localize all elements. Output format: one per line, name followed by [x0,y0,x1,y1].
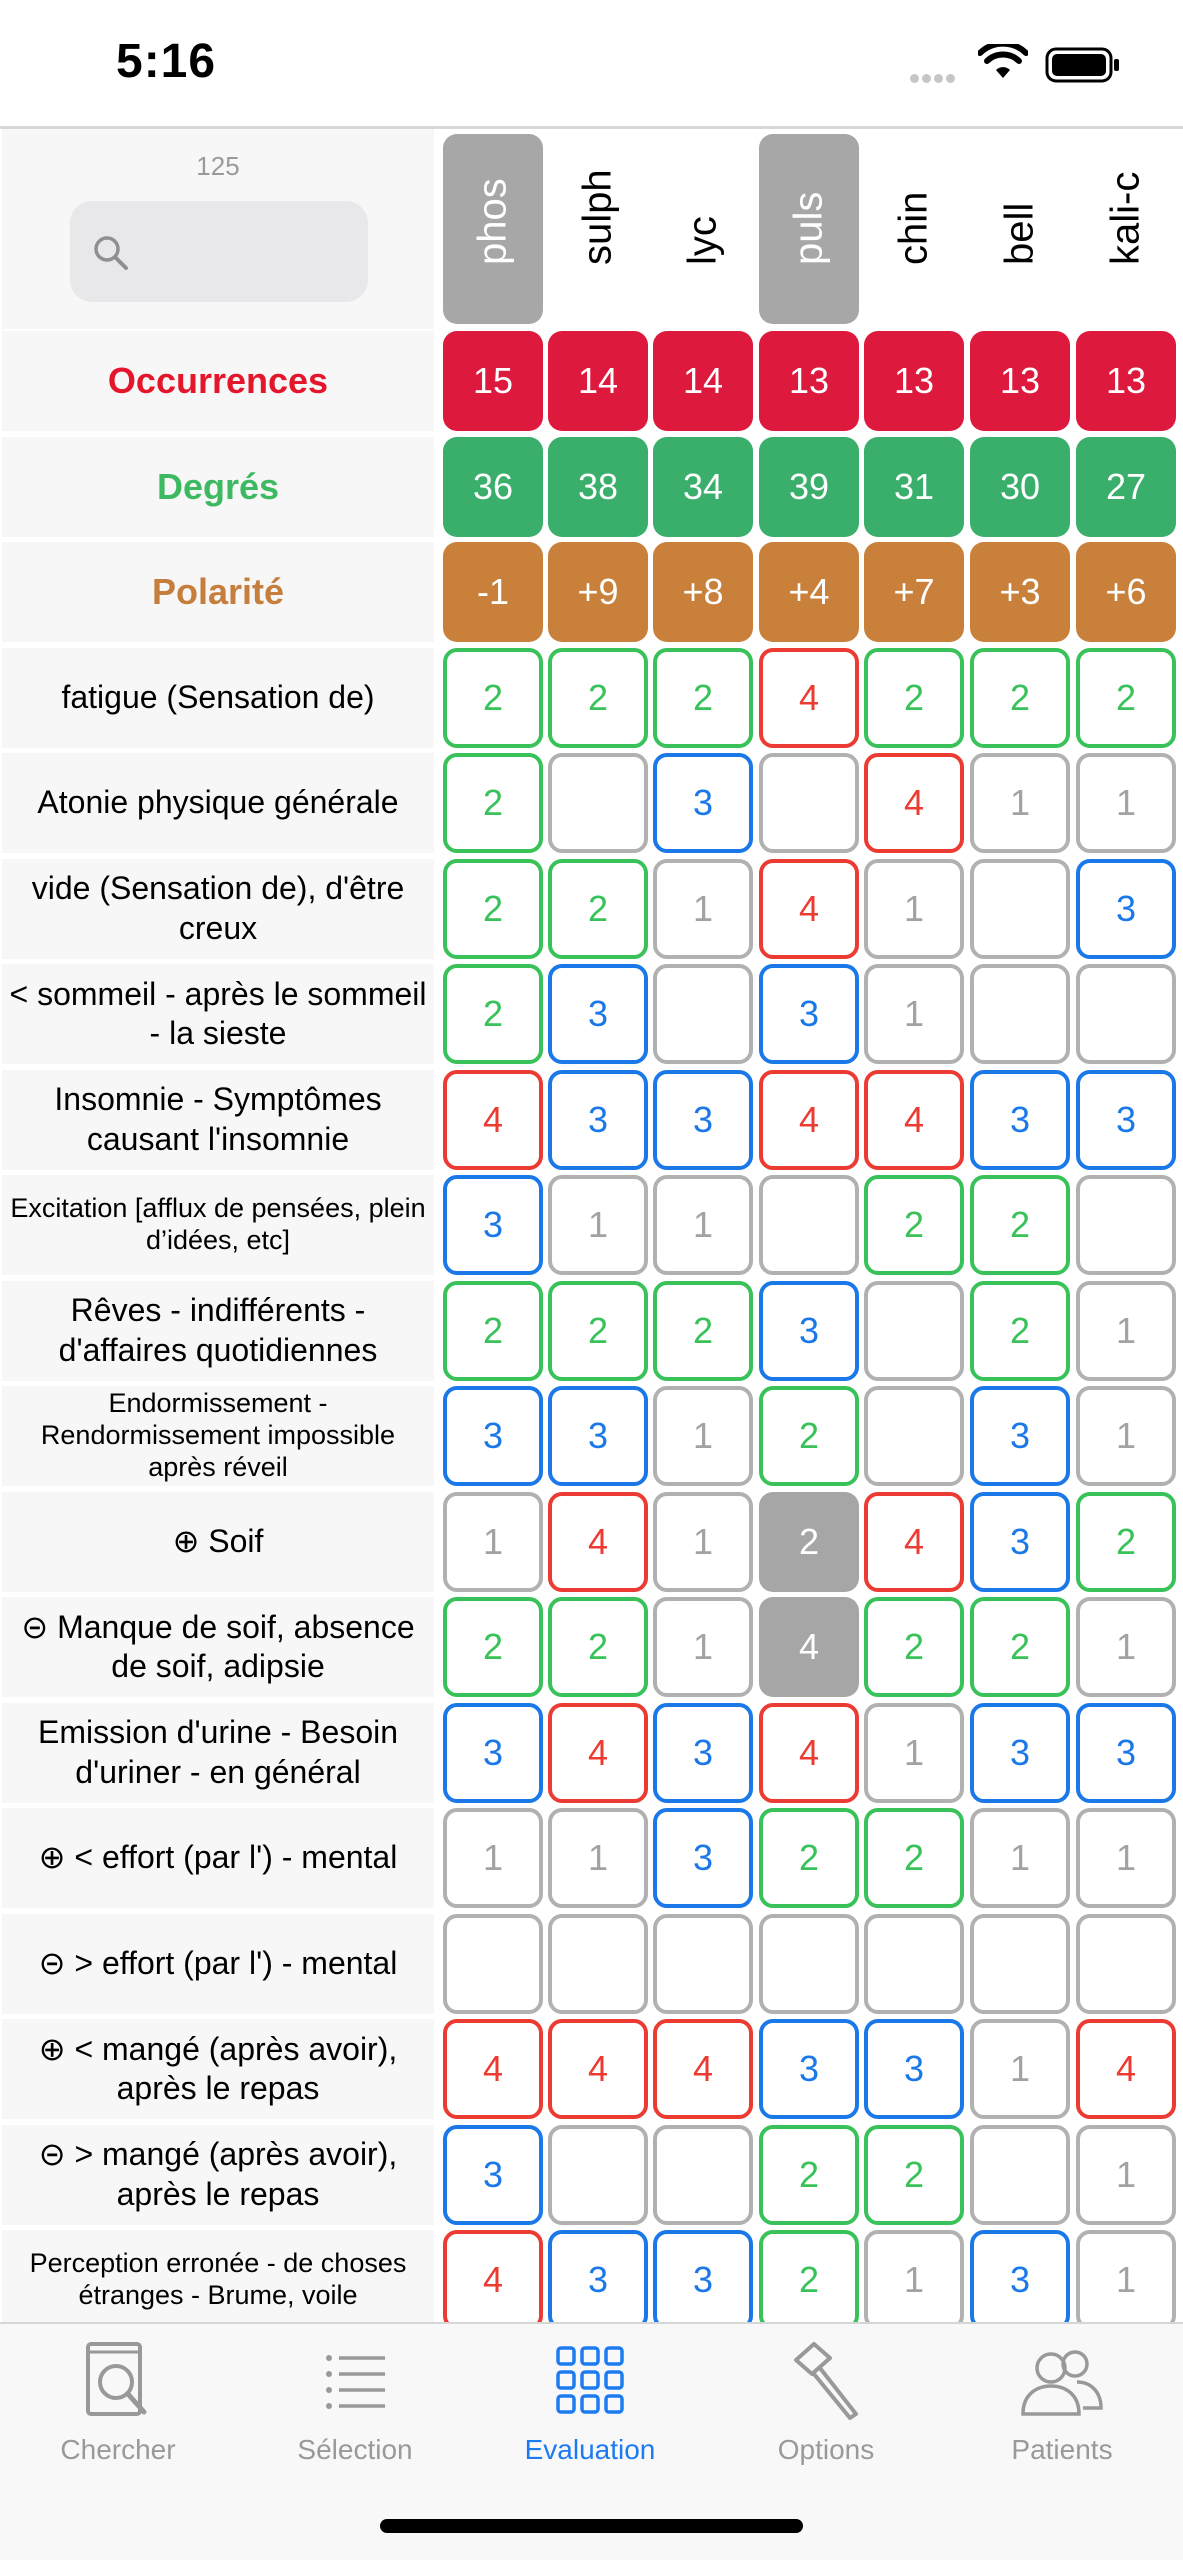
symptom-label[interactable]: Perception erronée - de choses étranges - Brume, voile [2,2230,434,2322]
score-cell[interactable]: 3 [653,753,753,853]
summary-cell-polarite[interactable]: +6 [1076,542,1176,642]
score-cell[interactable] [759,1175,859,1275]
score-cell[interactable]: 3 [443,1175,543,1275]
score-cell[interactable] [548,2125,648,2225]
score-cell[interactable]: 4 [759,1703,859,1803]
score-cell[interactable]: 3 [443,1703,543,1803]
summary-cell-occurrences[interactable]: 14 [548,331,648,431]
summary-cell-degres[interactable]: 39 [759,437,859,537]
score-cell[interactable]: 1 [653,1597,753,1697]
list-icon [315,2338,395,2424]
search-input[interactable] [70,201,368,302]
tab-label: Patients [1011,2434,1113,2465]
symptom-label[interactable]: ⊕ < effort (par l') - mental [2,1808,434,1908]
summary-cell-polarite[interactable]: +8 [653,542,753,642]
score-cell[interactable]: 2 [548,859,648,959]
score-cell[interactable]: 2 [864,1597,964,1697]
score-cell[interactable]: 4 [443,1070,543,1170]
score-cell[interactable]: 2 [864,648,964,748]
tab-label: Chercher [60,2434,176,2465]
summary-cell-occurrences[interactable]: 13 [970,331,1070,431]
score-cell[interactable]: 4 [759,1070,859,1170]
symptom-label[interactable]: Insomnie - Symptômes causant l'insomnie [2,1070,434,1170]
summary-cell-degres[interactable]: 36 [443,437,543,537]
summary-cell-degres[interactable]: 27 [1076,437,1176,537]
symptom-label[interactable]: Excitation [afflux de pensées, plein d’idées, etc] [2,1175,434,1275]
column-header-phos[interactable] [443,134,543,324]
score-cell[interactable]: 3 [443,2125,543,2225]
score-cell[interactable] [970,859,1070,959]
score-cell[interactable]: 3 [653,1703,753,1803]
evaluation-grid[interactable] [0,129,1183,2322]
score-cell[interactable]: 2 [970,1175,1070,1275]
score-cell[interactable]: 1 [653,1175,753,1275]
summary-cell-polarite[interactable]: +7 [864,542,964,642]
score-cell[interactable]: 2 [443,1597,543,1697]
symptom-label[interactable]: ⊝ > effort (par l') - mental [2,1914,434,2014]
score-cell[interactable]: 2 [653,648,753,748]
column-name: phos [470,178,515,265]
score-cell[interactable]: 2 [443,648,543,748]
score-cell[interactable]: 4 [759,859,859,959]
people-icon [1017,2338,1107,2424]
score-cell[interactable]: 3 [548,964,648,1064]
score-cell[interactable] [864,1914,964,2014]
summary-cell-polarite[interactable]: +9 [548,542,648,642]
score-cell[interactable]: 3 [548,2230,648,2322]
column-header-sulph[interactable] [548,134,648,324]
score-cell[interactable]: 1 [970,753,1070,853]
score-cell[interactable]: 3 [443,1386,543,1486]
symptom-label[interactable]: ⊕ < mangé (après avoir), après le repas [2,2019,434,2119]
tab-label: Options [777,2434,875,2465]
score-cell[interactable]: 1 [1076,1808,1176,1908]
score-cell[interactable] [1076,1914,1176,2014]
score-cell[interactable]: 4 [864,753,964,853]
score-cell[interactable]: 1 [1076,1281,1176,1381]
column-name: lyc [680,216,725,265]
score-cell[interactable]: 4 [864,1070,964,1170]
symptom-label[interactable]: vide (Sensation de), d'être creux [2,859,434,959]
score-cell[interactable]: 2 [443,753,543,853]
score-cell[interactable]: 4 [443,2019,543,2119]
summary-label-occurrences[interactable]: Occurrences [2,331,434,431]
score-cell[interactable]: 3 [1076,1703,1176,1803]
score-cell[interactable]: 4 [443,2230,543,2322]
score-cell[interactable]: 2 [970,1281,1070,1381]
score-cell[interactable]: 4 [548,1703,648,1803]
summary-label-polarite[interactable]: Polarité [2,542,434,642]
score-cell[interactable]: 1 [864,2230,964,2322]
score-cell[interactable]: 1 [1076,1386,1176,1486]
symptom-label[interactable]: ⊝ Manque de soif, absence de soif, adipsie [2,1597,434,1697]
score-cell[interactable]: 3 [970,1070,1070,1170]
score-cell[interactable] [970,1914,1070,2014]
column-header-lyc[interactable] [653,134,753,324]
hammer-icon [786,2338,866,2424]
score-cell[interactable]: 1 [548,1175,648,1275]
score-cell[interactable] [970,2125,1070,2225]
score-cell[interactable] [970,964,1070,1064]
column-name: kali-c [1103,171,1148,265]
score-cell[interactable]: 2 [548,1281,648,1381]
score-cell[interactable]: 3 [970,2230,1070,2322]
score-cell[interactable]: 1 [1076,2230,1176,2322]
symptom-label[interactable]: Rêves - indifférents - d'affaires quotidiennes [2,1281,434,1381]
score-cell[interactable]: 3 [759,1281,859,1381]
score-cell[interactable]: 3 [548,1070,648,1170]
search-panel [2,129,434,329]
summary-cell-polarite[interactable]: +3 [970,542,1070,642]
score-cell[interactable]: 2 [759,1492,859,1592]
score-cell[interactable] [1076,964,1176,1064]
summary-cell-occurrences[interactable]: 14 [653,331,753,431]
score-cell[interactable] [653,2125,753,2225]
tab-options[interactable] [726,2338,926,2468]
score-cell[interactable]: 3 [970,1492,1070,1592]
score-cell[interactable]: 1 [1076,753,1176,853]
wifi-icon [978,44,1028,80]
tab-label: Evaluation [524,2434,656,2465]
tab-patients[interactable] [962,2338,1162,2468]
score-cell[interactable]: 2 [864,1175,964,1275]
score-cell[interactable] [548,1914,648,2014]
column-name: sulph [575,169,620,265]
score-cell[interactable]: 2 [970,648,1070,748]
score-cell[interactable]: 1 [653,1492,753,1592]
score-cell[interactable]: 2 [548,648,648,748]
status-bar [0,0,1183,125]
summary-cell-degres[interactable]: 34 [653,437,753,537]
score-cell[interactable] [864,1281,964,1381]
score-cell[interactable]: 1 [1076,1597,1176,1697]
summary-label-degres[interactable]: Degrés [2,437,434,537]
symptom-label[interactable]: Emission d'urine - Besoin d'uriner - en général [2,1703,434,1803]
score-cell[interactable]: 3 [759,2019,859,2119]
column-name: bell [997,202,1042,265]
score-cell[interactable]: 4 [759,1597,859,1697]
summary-cell-occurrences[interactable]: 13 [1076,331,1176,431]
score-cell[interactable] [653,1914,753,2014]
score-cell[interactable]: 2 [864,1808,964,1908]
score-cell[interactable]: 1 [864,964,964,1064]
score-cell[interactable]: 4 [1076,2019,1176,2119]
symptom-label[interactable]: ⊝ > mangé (après avoir), après le repas [2,2125,434,2225]
symptom-label[interactable]: Endormissement - Rendormissement impossible après réveil [2,1386,434,1486]
score-cell[interactable]: 3 [653,1808,753,1908]
score-cell[interactable] [759,1914,859,2014]
score-cell[interactable]: 1 [443,1492,543,1592]
symptom-label[interactable]: Atonie physique générale [2,753,434,853]
search-icon [92,234,130,272]
score-cell[interactable]: 2 [548,1597,648,1697]
score-cell[interactable]: 4 [864,1492,964,1592]
tab-selection[interactable] [255,2338,455,2468]
score-cell[interactable]: 2 [970,1597,1070,1697]
score-cell[interactable]: 2 [1076,1492,1176,1592]
score-cell[interactable]: 1 [1076,2125,1176,2225]
score-cell[interactable]: 3 [1076,1070,1176,1170]
score-cell[interactable]: 1 [548,1808,648,1908]
score-cell[interactable]: 2 [443,1281,543,1381]
summary-cell-polarite[interactable]: -1 [443,542,543,642]
tab-label: Sélection [297,2434,413,2465]
search-book-icon [78,2338,158,2424]
summary-cell-degres[interactable]: 31 [864,437,964,537]
status-time: 5:16 [116,35,217,88]
score-cell[interactable]: 3 [759,964,859,1064]
score-cell[interactable]: 4 [653,2019,753,2119]
score-cell[interactable] [864,1386,964,1486]
score-cell[interactable]: 2 [759,1386,859,1486]
home-indicator [380,2519,803,2533]
score-cell[interactable]: 3 [548,1386,648,1486]
score-cell[interactable]: 1 [864,1703,964,1803]
score-cell[interactable]: 4 [759,648,859,748]
score-cell[interactable] [1076,1175,1176,1275]
score-cell[interactable]: 1 [653,859,753,959]
score-cell[interactable] [653,964,753,1064]
column-header-puls[interactable] [759,134,859,324]
score-cell[interactable]: 4 [548,2019,648,2119]
score-cell[interactable]: 1 [653,1386,753,1486]
score-cell[interactable]: 3 [653,1070,753,1170]
score-cell[interactable] [443,1914,543,2014]
score-cell[interactable]: 3 [1076,859,1176,959]
summary-cell-occurrences[interactable]: 13 [864,331,964,431]
symptom-label[interactable]: < sommeil - après le sommeil - la sieste [2,964,434,1064]
score-cell[interactable]: 1 [970,1808,1070,1908]
score-cell[interactable]: 4 [548,1492,648,1592]
score-cell[interactable]: 2 [653,1281,753,1381]
score-cell[interactable]: 2 [1076,648,1176,748]
score-cell[interactable]: 1 [864,859,964,959]
score-cell[interactable]: 2 [443,964,543,1064]
tab-evaluation[interactable] [490,2338,690,2468]
battery-icon [1045,47,1121,83]
score-cell[interactable]: 2 [443,859,543,959]
score-cell[interactable]: 2 [759,2125,859,2225]
column-name: chin [891,191,936,265]
score-cell[interactable] [759,753,859,853]
summary-cell-occurrences[interactable]: 15 [443,331,543,431]
signal-icon [910,70,958,88]
score-cell[interactable]: 2 [864,2125,964,2225]
score-cell[interactable] [548,753,648,853]
column-header-chin[interactable] [864,134,964,324]
summary-cell-occurrences[interactable]: 13 [759,331,859,431]
summary-cell-degres[interactable]: 38 [548,437,648,537]
column-header-bell[interactable] [970,134,1070,324]
grid-icon [550,2338,630,2424]
score-cell[interactable]: 3 [864,2019,964,2119]
score-cell[interactable]: 3 [653,2230,753,2322]
score-cell[interactable]: 3 [970,1703,1070,1803]
symptom-label[interactable]: ⊕ Soif [2,1492,434,1592]
tab-chercher[interactable] [18,2338,218,2468]
score-cell[interactable]: 3 [970,1386,1070,1486]
column-name: puls [786,191,831,265]
result-count: 125 [196,151,240,181]
column-header-kali-c[interactable] [1076,134,1176,324]
score-cell[interactable]: 2 [759,2230,859,2322]
symptom-label[interactable]: fatigue (Sensation de) [2,648,434,748]
summary-cell-degres[interactable]: 30 [970,437,1070,537]
score-cell[interactable]: 1 [970,2019,1070,2119]
score-cell[interactable]: 1 [443,1808,543,1908]
summary-cell-polarite[interactable]: +4 [759,542,859,642]
score-cell[interactable]: 2 [759,1808,859,1908]
